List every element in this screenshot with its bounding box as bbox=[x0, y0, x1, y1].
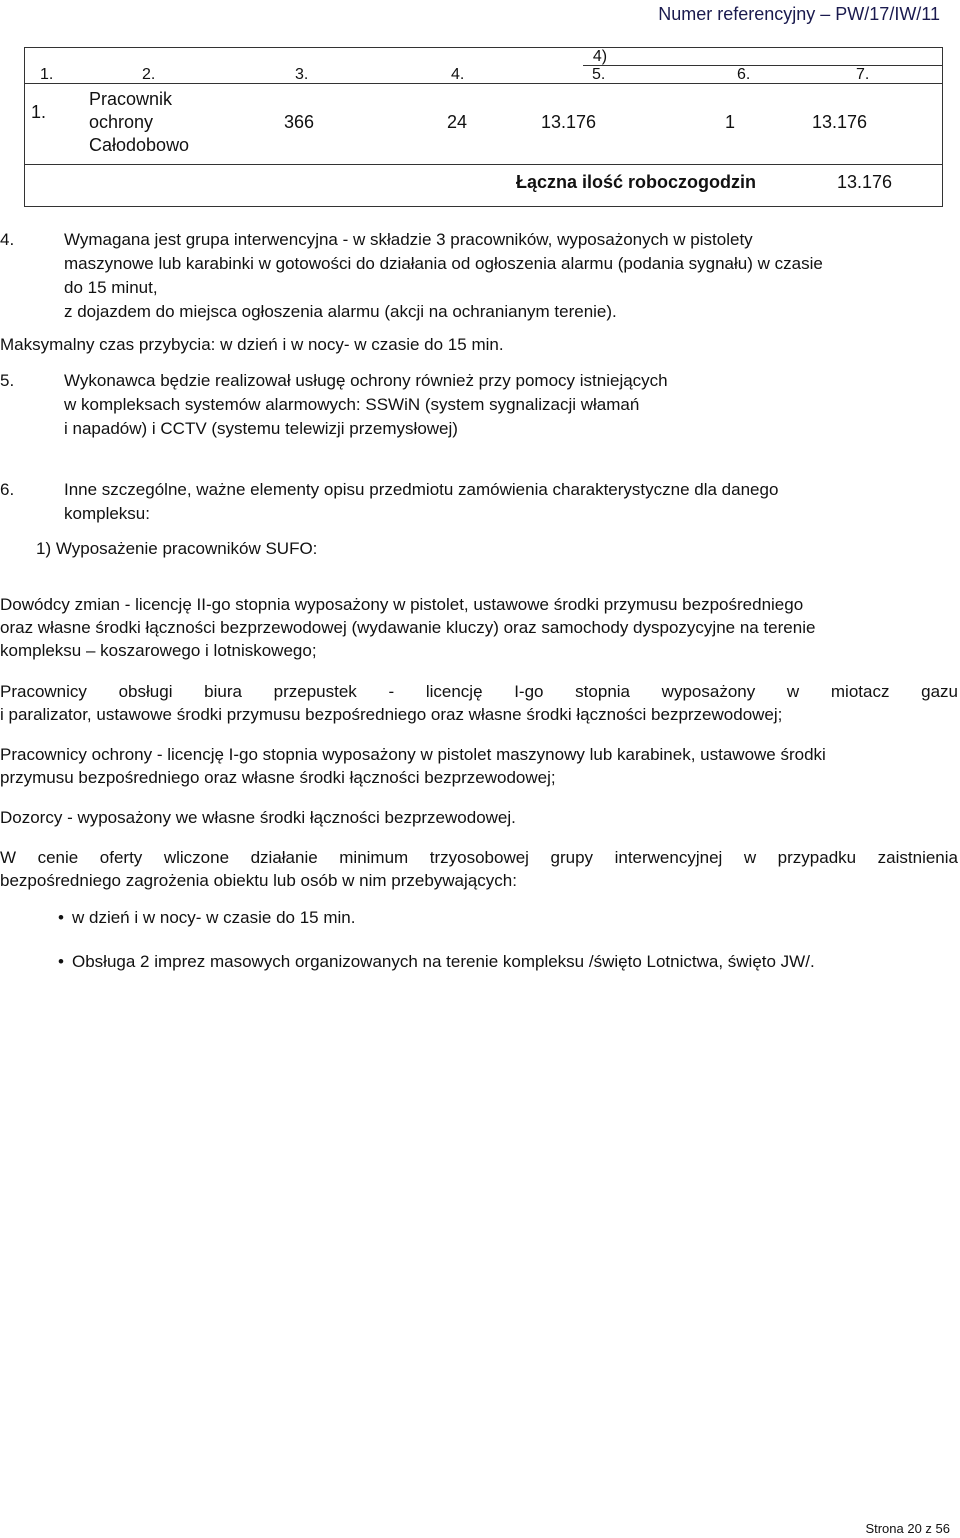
section-4-line-4: z dojazdem do miejsca ogłoszenia alarmu (akcji na ochranianym terenie). bbox=[64, 302, 617, 321]
row-cell-6: 1 bbox=[725, 112, 736, 132]
col-num-4: 4. bbox=[451, 66, 465, 83]
cena-line-1: W cenie oferty wliczone działanie minimum trzyosobowej grupy interwencyjnej w przypadku zaistnienia bbox=[0, 848, 958, 867]
section-6-sub-1: 1) Wyposażenie pracowników SUFO: bbox=[36, 539, 318, 558]
col-num-2: 2. bbox=[142, 66, 156, 83]
section-6-number: 6. bbox=[0, 480, 15, 499]
section-4-number: 4. bbox=[0, 230, 15, 249]
section-5-line-3: i napadów) i CCTV (systemu telewizji przemysłowej) bbox=[64, 419, 458, 438]
section-6-line-1: Inne szczególne, ważne elementy opisu przedmiotu zamówienia charakterystyczne dla danego bbox=[64, 480, 779, 499]
cena-line-2: bezpośredniego zagrożenia obiektu lub osób w nim przebywających: bbox=[0, 871, 517, 890]
section-4-line-2: maszynowe lub karabinki w gotowości do działania od ogłoszenia alarmu (podania sygnału) w czasie bbox=[64, 254, 823, 273]
col-num-6: 6. bbox=[737, 66, 751, 83]
row-cell-5: 13.176 bbox=[541, 112, 597, 132]
ochrona-line-1: Pracownicy ochrony - licencję I-go stopnia wyposażony w pistolet maszynowy lub karabinek, ustawowe środki bbox=[0, 745, 826, 764]
col-note: 4) bbox=[592, 48, 608, 65]
row-name-line-3: Całodobowo bbox=[89, 135, 190, 155]
bullet-item-2: Obsługa 2 imprez masowych organizowanych na terenie kompleksu /święto Lotnictwa, święto JW/. bbox=[72, 952, 815, 971]
col-num-3: 3. bbox=[295, 66, 309, 83]
section-6-line-2: kompleksu: bbox=[64, 504, 150, 523]
row-name-line-2: ochrony bbox=[89, 112, 154, 132]
dowodcy-line-2: oraz własne środki łączności bezprzewodowej (wydawanie kluczy) oraz samochody dyspozycyjne na terenie bbox=[0, 618, 816, 637]
ochrona-line-2: przymusu bezpośredniego oraz własne środki łączności bezprzewodowej; bbox=[0, 768, 556, 787]
reference-number: Numer referencyjny – PW/17/IW/11 bbox=[658, 4, 940, 24]
row-name-line-1: Pracownik bbox=[89, 89, 173, 109]
total-label: Łączna ilość roboczogodzin bbox=[516, 172, 757, 192]
section-4-line-1: Wymagana jest grupa interwencyjna - w składzie 3 pracowników, wyposażonych w pistolety bbox=[64, 230, 753, 249]
col-num-7: 7. bbox=[856, 66, 870, 83]
section-5-number: 5. bbox=[0, 371, 15, 390]
dowodcy-line-1: Dowódcy zmian - licencję II-go stopnia wyposażony w pistolet, ustawowe środki przymusu bezpośredniego bbox=[0, 595, 804, 614]
max-arrival-time: Maksymalny czas przybycia: w dzień i w nocy- w czasie do 15 min. bbox=[0, 335, 504, 354]
row-cell-3: 366 bbox=[284, 112, 315, 132]
bullet-marker: • bbox=[58, 952, 64, 971]
hours-table bbox=[24, 47, 943, 207]
section-4-line-3: do 15 minut, bbox=[64, 278, 158, 297]
col-num-1: 1. bbox=[40, 66, 54, 83]
row-cell-7: 13.176 bbox=[812, 112, 868, 132]
biuro-line-1: Pracownicy obsługi biura przepustek - licencję I-go stopnia wyposażony w miotacz gazu bbox=[0, 682, 958, 701]
section-5-line-2: w kompleksach systemów alarmowych: SSWiN (system sygnalizacji włamań bbox=[64, 395, 640, 414]
row-lp: 1. bbox=[31, 102, 47, 122]
page-number: Strona 20 z 56 bbox=[865, 1521, 950, 1536]
col-num-5: 5. bbox=[592, 66, 606, 83]
dozorcy-line: Dozorcy - wyposażony we własne środki łączności bezprzewodowej. bbox=[0, 808, 516, 827]
dowodcy-line-3: kompleksu – koszarowego i lotniskowego; bbox=[0, 641, 317, 660]
biuro-line-2: i paralizator, ustawowe środki przymusu bezpośredniego oraz własne środki łączności bezprzewodowej; bbox=[0, 705, 783, 724]
bullet-item-1: w dzień i w nocy- w czasie do 15 min. bbox=[72, 908, 356, 927]
bullet-marker: • bbox=[58, 908, 64, 927]
total-value: 13.176 bbox=[837, 172, 893, 192]
section-5-line-1: Wykonawca będzie realizował usługę ochrony również przy pomocy istniejących bbox=[64, 371, 668, 390]
row-cell-4: 24 bbox=[447, 112, 468, 132]
